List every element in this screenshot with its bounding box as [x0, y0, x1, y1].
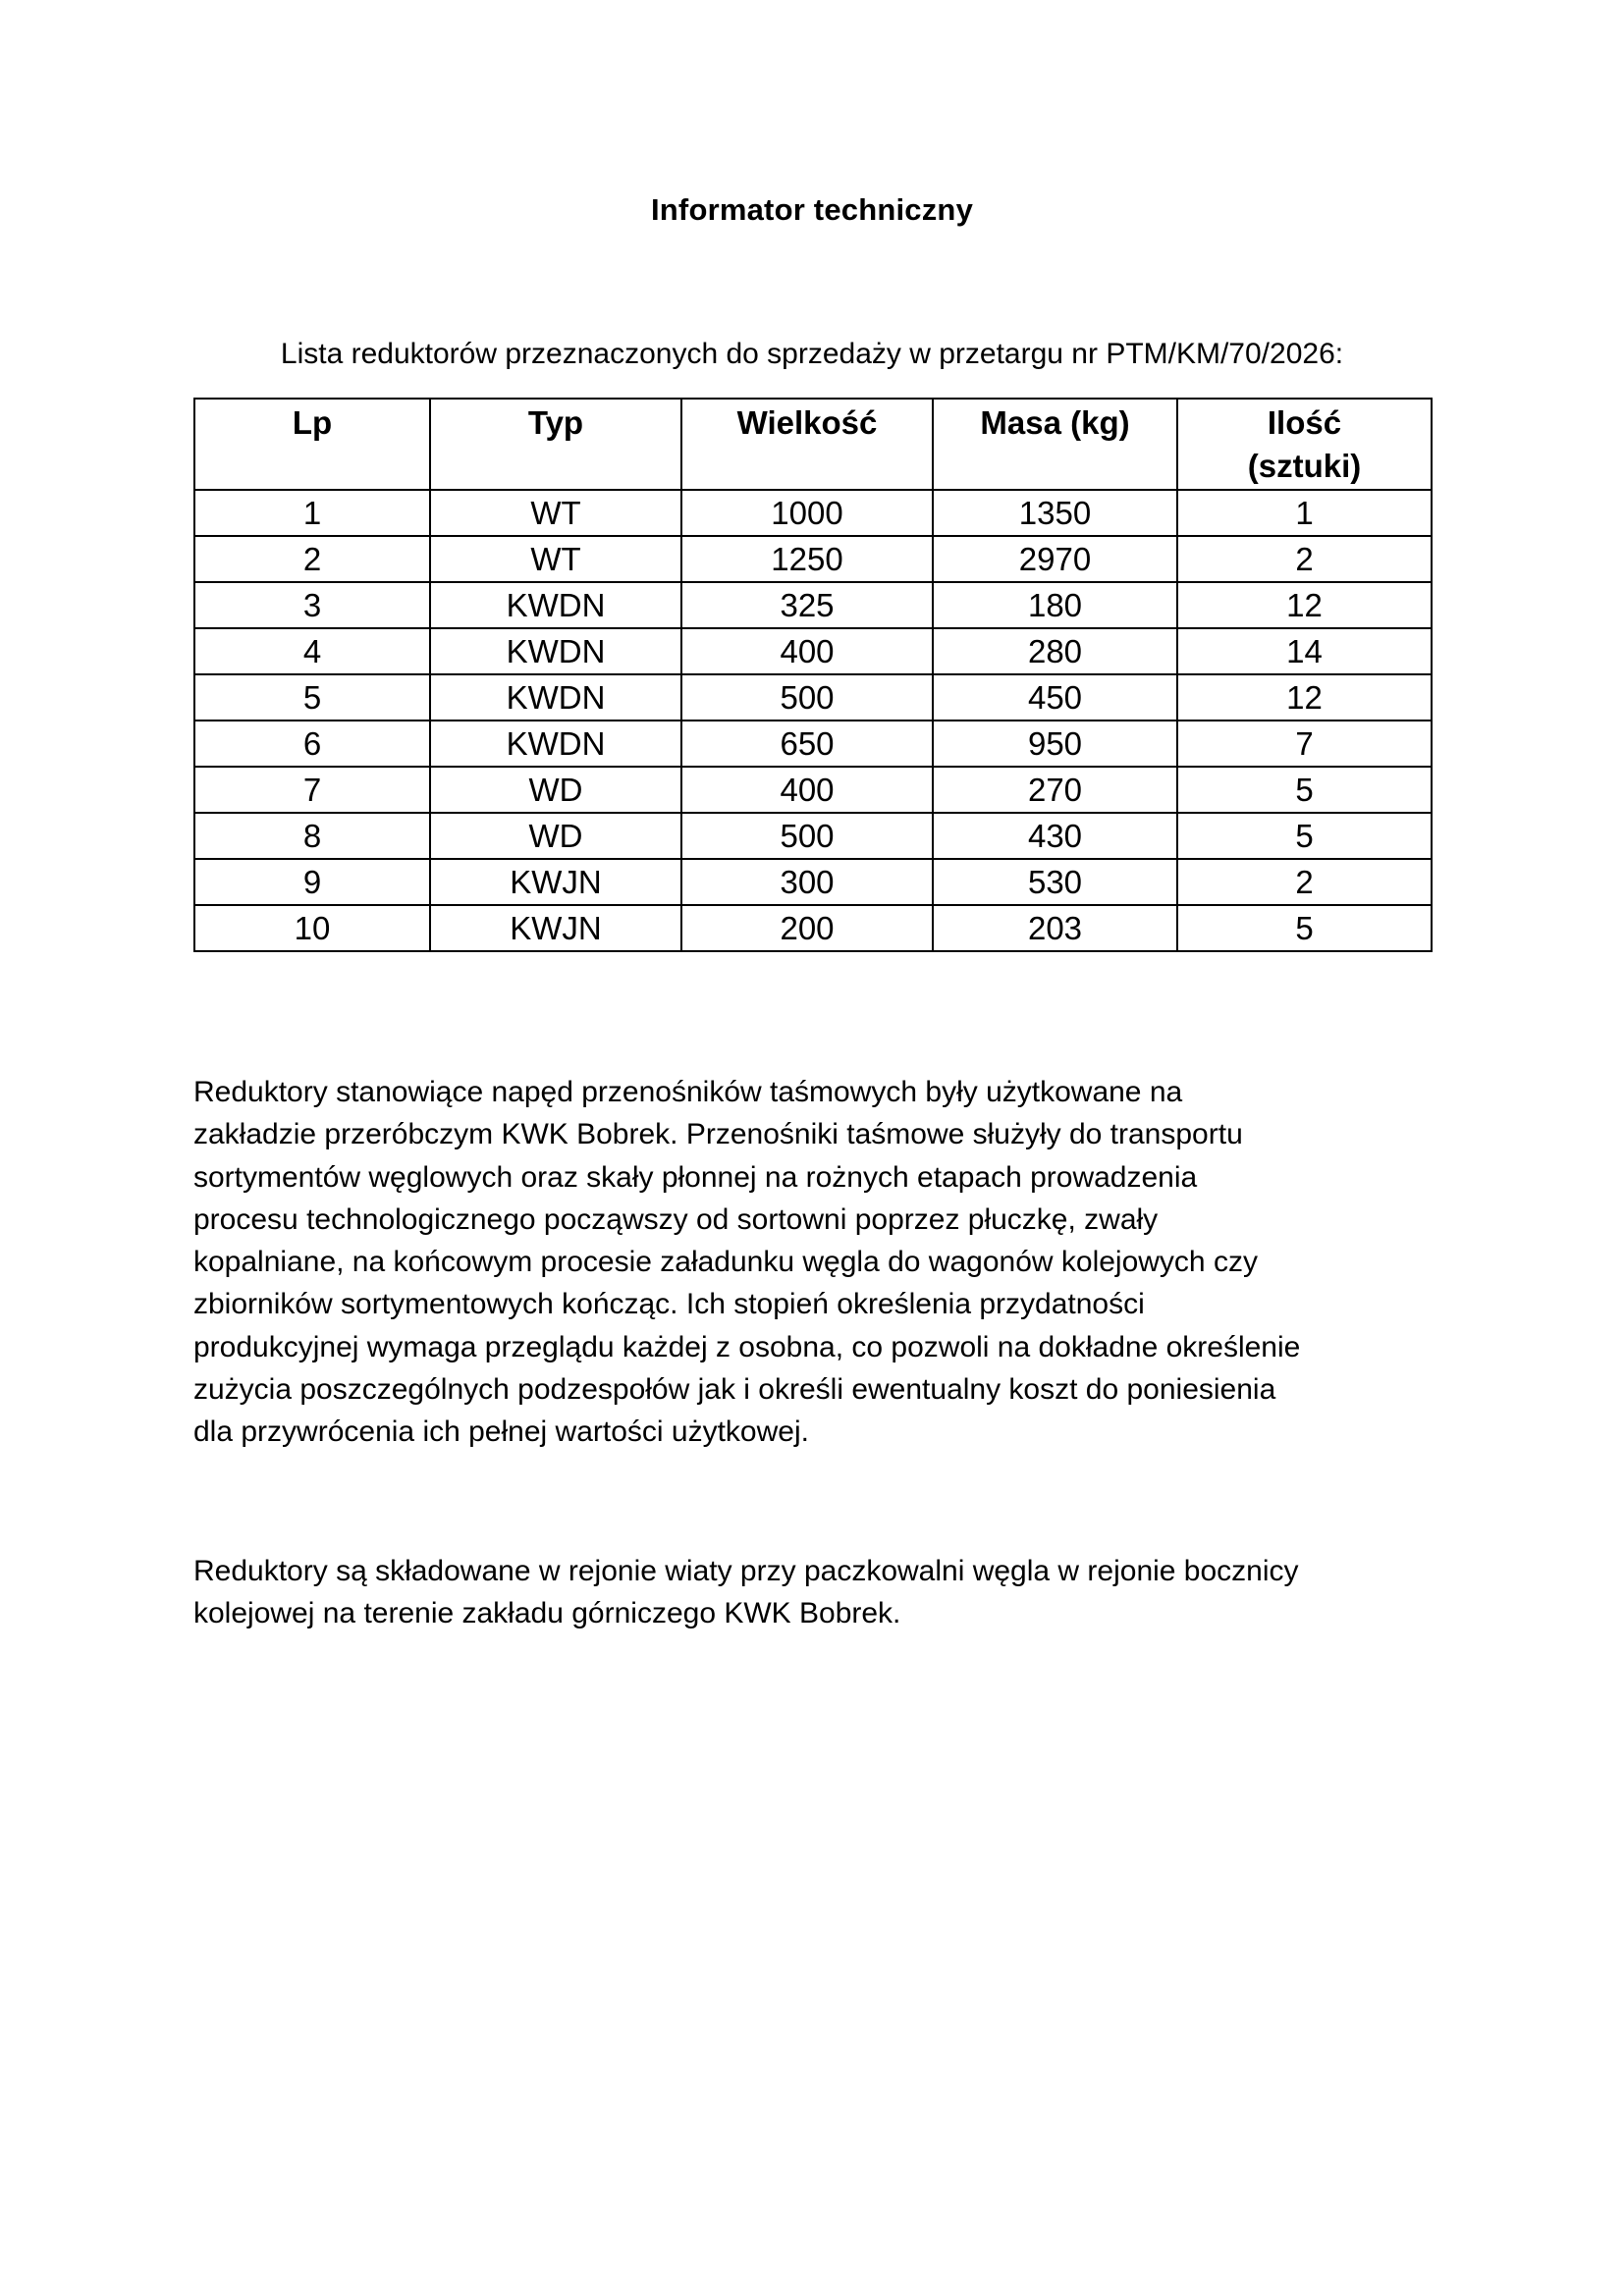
cell-wielkosc: 325: [681, 582, 933, 628]
document-title: Informator techniczny: [650, 192, 974, 227]
cell-ilosc: 1: [1177, 490, 1432, 536]
paragraph-line: Reduktory są składowane w rejonie wiaty przy paczkowalni węgla w rejonie bocznicy: [193, 1555, 1299, 1587]
cell-masa: 450: [933, 674, 1177, 721]
cell-ilosc: 7: [1177, 721, 1432, 767]
cell-typ: KWDN: [430, 674, 681, 721]
cell-ilosc: 2: [1177, 859, 1432, 905]
paragraph-line: dla przywrócenia ich pełnej wartości użytkowej.: [193, 1415, 809, 1449]
cell-ilosc: 5: [1177, 813, 1432, 859]
table-header-row: [194, 399, 1432, 490]
paragraph-line: Reduktory stanowiące napęd przenośników taśmowych były użytkowane na: [193, 1076, 1183, 1108]
paragraph-line: kopalniane, na końcowym procesie załadunku węgla do wagonów kolejowych czy: [193, 1246, 1258, 1279]
cell-masa: 950: [933, 721, 1177, 767]
cell-masa: 203: [933, 905, 1177, 951]
header-ilosc-line1: Ilość: [1267, 404, 1342, 441]
cell-typ: KWJN: [430, 859, 681, 905]
table-row: [194, 582, 1432, 628]
header-ilosc: [1177, 399, 1432, 490]
cell-typ: KWDN: [430, 582, 681, 628]
header-wielkosc: Wielkość: [681, 399, 933, 490]
cell-ilosc: 5: [1177, 905, 1432, 951]
cell-masa: 2970: [933, 536, 1177, 582]
cell-masa: 280: [933, 628, 1177, 674]
cell-ilosc: 12: [1177, 674, 1432, 721]
table-row: [194, 721, 1432, 767]
cell-typ: WT: [430, 536, 681, 582]
cell-wielkosc: 400: [681, 767, 933, 813]
cell-lp: 3: [194, 582, 430, 628]
cell-lp: 9: [194, 859, 430, 905]
cell-wielkosc: 1250: [681, 536, 933, 582]
description-paragraph: [193, 1071, 1470, 1454]
table-row: [194, 490, 1432, 536]
cell-typ: KWDN: [430, 721, 681, 767]
paragraph-line: procesu technologicznego począwszy od sortowni poprzez płuczkę, zwały: [193, 1202, 1159, 1236]
header-lp: Lp: [194, 399, 430, 490]
table-row: [194, 628, 1432, 674]
cell-typ: WT: [430, 490, 681, 536]
paragraph-line: zakładzie przeróbczym KWK Bobrek. Przenośniki taśmowe służyły do transportu: [193, 1118, 1243, 1151]
header-ilosc-line2: (sztuki): [1247, 448, 1362, 484]
paragraph-line: sortymentów węglowych oraz skały płonnej na rożnych etapach prowadzenia: [193, 1160, 1198, 1194]
table-row: [194, 767, 1432, 813]
cell-lp: 10: [194, 905, 430, 951]
cell-wielkosc: 1000: [681, 490, 933, 536]
cell-lp: 8: [194, 813, 430, 859]
paragraph-line: kolejowej na terenie zakładu górniczego KWK Bobrek.: [193, 1597, 901, 1630]
paragraph-line: zbiorników sortymentowych kończąc. Ich stopień określenia przydatności: [193, 1288, 1145, 1321]
table-row: [194, 536, 1432, 582]
cell-lp: 1: [194, 490, 430, 536]
cell-wielkosc: 300: [681, 859, 933, 905]
cell-wielkosc: 650: [681, 721, 933, 767]
table-row: [194, 859, 1432, 905]
reducers-table: [193, 398, 1433, 952]
cell-lp: 6: [194, 721, 430, 767]
paragraph-line: zużycia poszczególnych podzespołów jak i określi ewentualny koszt do poniesienia: [193, 1373, 1276, 1407]
cell-typ: WD: [430, 767, 681, 813]
cell-wielkosc: 400: [681, 628, 933, 674]
header-typ: Typ: [430, 399, 681, 490]
cell-ilosc: 14: [1177, 628, 1432, 674]
cell-ilosc: 12: [1177, 582, 1432, 628]
table-row: [194, 674, 1432, 721]
table-row: [194, 905, 1432, 951]
cell-masa: 430: [933, 813, 1177, 859]
cell-masa: 270: [933, 767, 1177, 813]
cell-wielkosc: 500: [681, 674, 933, 721]
table-row: [194, 813, 1432, 859]
cell-masa: 1350: [933, 490, 1177, 536]
cell-wielkosc: 200: [681, 905, 933, 951]
cell-typ: WD: [430, 813, 681, 859]
cell-ilosc: 5: [1177, 767, 1432, 813]
cell-wielkosc: 500: [681, 813, 933, 859]
cell-lp: 5: [194, 674, 430, 721]
table-caption: Lista reduktorów przeznaczonych do sprzedaży w przetargu nr PTM/KM/70/2026:: [280, 338, 1344, 370]
cell-masa: 530: [933, 859, 1177, 905]
cell-masa: 180: [933, 582, 1177, 628]
cell-typ: KWJN: [430, 905, 681, 951]
cell-lp: 4: [194, 628, 430, 674]
header-masa: Masa (kg): [933, 399, 1177, 490]
storage-location-paragraph: [193, 1550, 1470, 1635]
paragraph-line: produkcyjnej wymaga przeglądu każdej z osobna, co pozwoli na dokładne określenie: [193, 1330, 1301, 1363]
cell-typ: KWDN: [430, 628, 681, 674]
cell-lp: 2: [194, 536, 430, 582]
cell-ilosc: 2: [1177, 536, 1432, 582]
cell-lp: 7: [194, 767, 430, 813]
